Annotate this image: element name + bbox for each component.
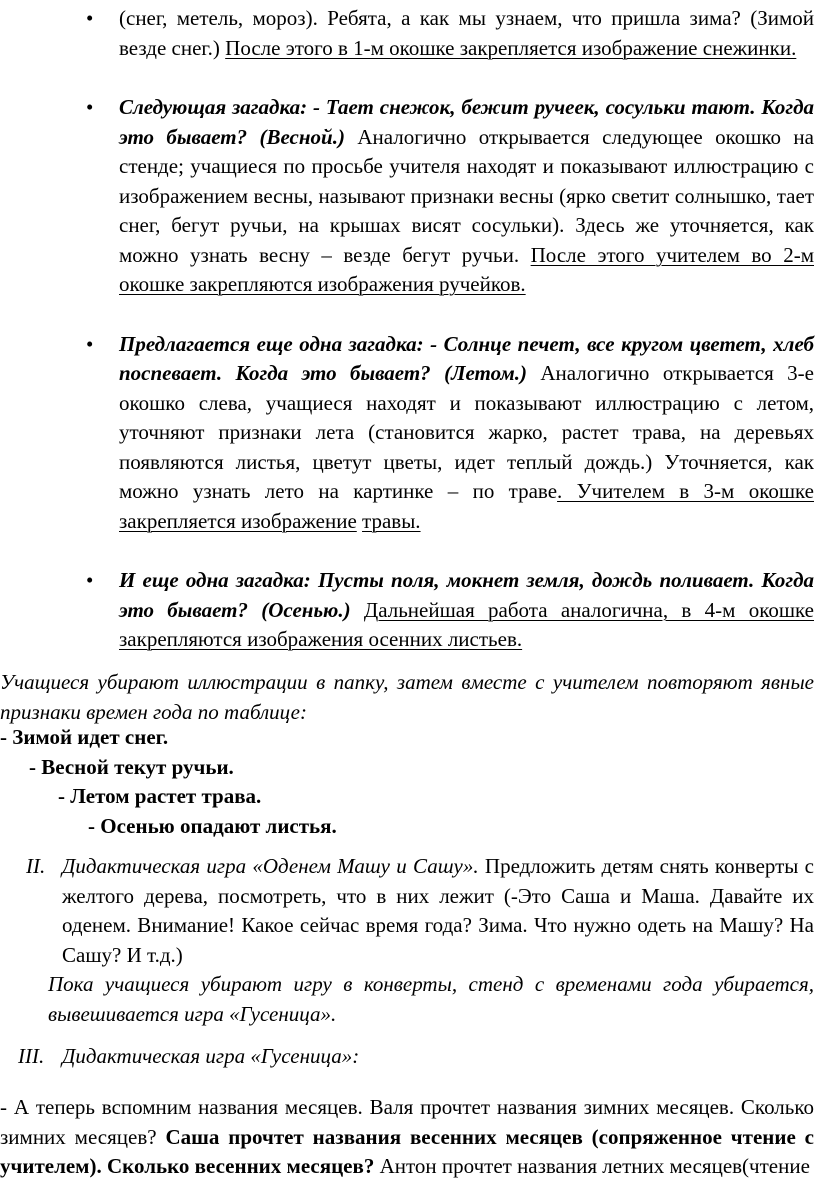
section-3-title: Дидактическая игра «Гусеница»: bbox=[62, 1044, 360, 1068]
summer-riddle: Предлагается еще одна загадка: - Солнце печет, все кругом цветет, хлеб поспевает. Когда это бывает? (Летом.) bbox=[119, 331, 814, 385]
section-2-body bbox=[62, 852, 814, 970]
spring-text: Аналогично открывается следующее окошко на стенде; учащиеся по просьбе учителя находят и показывают иллюстрацию с изображением весны, называют признаки весны (ярко светит солнышко, тает снег, бегут ручьи, на крышах висят сосульки). Здесь же уточняется, как можно узнать весну – везде бегут ручьи. bbox=[119, 124, 814, 267]
summer-instruction-end: травы. bbox=[362, 508, 421, 533]
bullet-spring bbox=[0, 93, 816, 300]
season-summary bbox=[0, 723, 816, 841]
bullet-icon: • bbox=[86, 6, 94, 30]
winter-text: (снег, метель, мороз). Ребята, а как мы узнаем, что пришла зима? (Зимой везде снег.) bbox=[119, 6, 814, 60]
summer-instruction: . Учителем в 3-м окошке закрепляется изображение bbox=[119, 479, 814, 533]
months-text-1: - А теперь вспомним названия месяцев. Валя прочтет названия зимних месяцев. Сколько зимних месяцев? bbox=[0, 1095, 814, 1149]
section-2-title: Дидактическая игра «Оденем Машу и Сашу». bbox=[62, 854, 479, 878]
months-paragraph bbox=[0, 1093, 814, 1182]
summer-text: Аналогично открывается 3-е окошко слева, учащиеся находят и показывают иллюстрацию с летом, уточняют признаки лета (становится жарко, растет трава, на деревьях появляются листья, цветут цветы, идет теплый дождь.) Уточняется, как можно узнать лето на картинке – по траве bbox=[119, 361, 814, 503]
bullet-summer bbox=[0, 330, 816, 537]
section-2 bbox=[0, 852, 816, 1029]
autumn-riddle: И еще одна загадка: Пусты поля, мокнет земля, дождь поливает. Когда это бывает? (Осенью.) bbox=[119, 568, 814, 622]
bullet-autumn bbox=[0, 566, 816, 655]
winter-instruction: После этого в 1-м окошке закрепляется изображение снежинки. bbox=[225, 35, 797, 60]
autumn-instruction: Дальнейшая работа аналогична, в 4-м окошке закрепляются изображения осенних листьев. bbox=[119, 597, 814, 651]
bullet-icon: • bbox=[86, 331, 94, 356]
autumn-space bbox=[351, 598, 364, 622]
bullet-icon: • bbox=[86, 568, 94, 592]
section-3-numeral: III. bbox=[18, 1044, 45, 1068]
riddle-list bbox=[0, 4, 816, 655]
months-text-2: Антон прочтет названия летних месяцев(чтение bbox=[374, 1154, 810, 1178]
season-spring: - Весной текут ручьи. bbox=[29, 754, 234, 779]
spring-instruction: После этого учителем во 2-м окошке закрепляются изображения ручейков. bbox=[119, 242, 814, 296]
bullet-icon: • bbox=[86, 95, 94, 119]
section-2-text: Предложить детям снять конверты с желтого дерева, посмотреть, что в них лежит (-Это Саша и Маша. Давайте их оденем. Внимание! Какое сейчас время года? Зима. Что нужно одеть на Машу? На Сашу? И т.д.) bbox=[62, 854, 815, 967]
season-autumn: - Осенью опадают листья. bbox=[88, 813, 337, 838]
summary-intro: Учащиеся убирают иллюстрации в папку, затем вместе с учителем повторяют явные признаки времен года по таблице: bbox=[0, 670, 814, 724]
bullet-winter bbox=[0, 4, 816, 63]
section-2-note: Пока учащиеся убирают игру в конверты, стенд с временами года убирается, вывешивается игра «Гусеница». bbox=[48, 972, 814, 1026]
spring-riddle: Следующая загадка: - Тает снежок, бежит ручеек, сосульки тают. Когда это бывает? (Весной.) bbox=[119, 95, 814, 149]
section-2-numeral: II. bbox=[26, 854, 46, 878]
season-summer: - Летом растет трава. bbox=[58, 784, 262, 808]
season-winter: - Зимой идет снег. bbox=[0, 725, 169, 749]
months-text-bold: Саша прочтет названия весенних месяцев (сопряженное чтение с учителем). Сколько весенних месяцев? bbox=[0, 1124, 814, 1178]
